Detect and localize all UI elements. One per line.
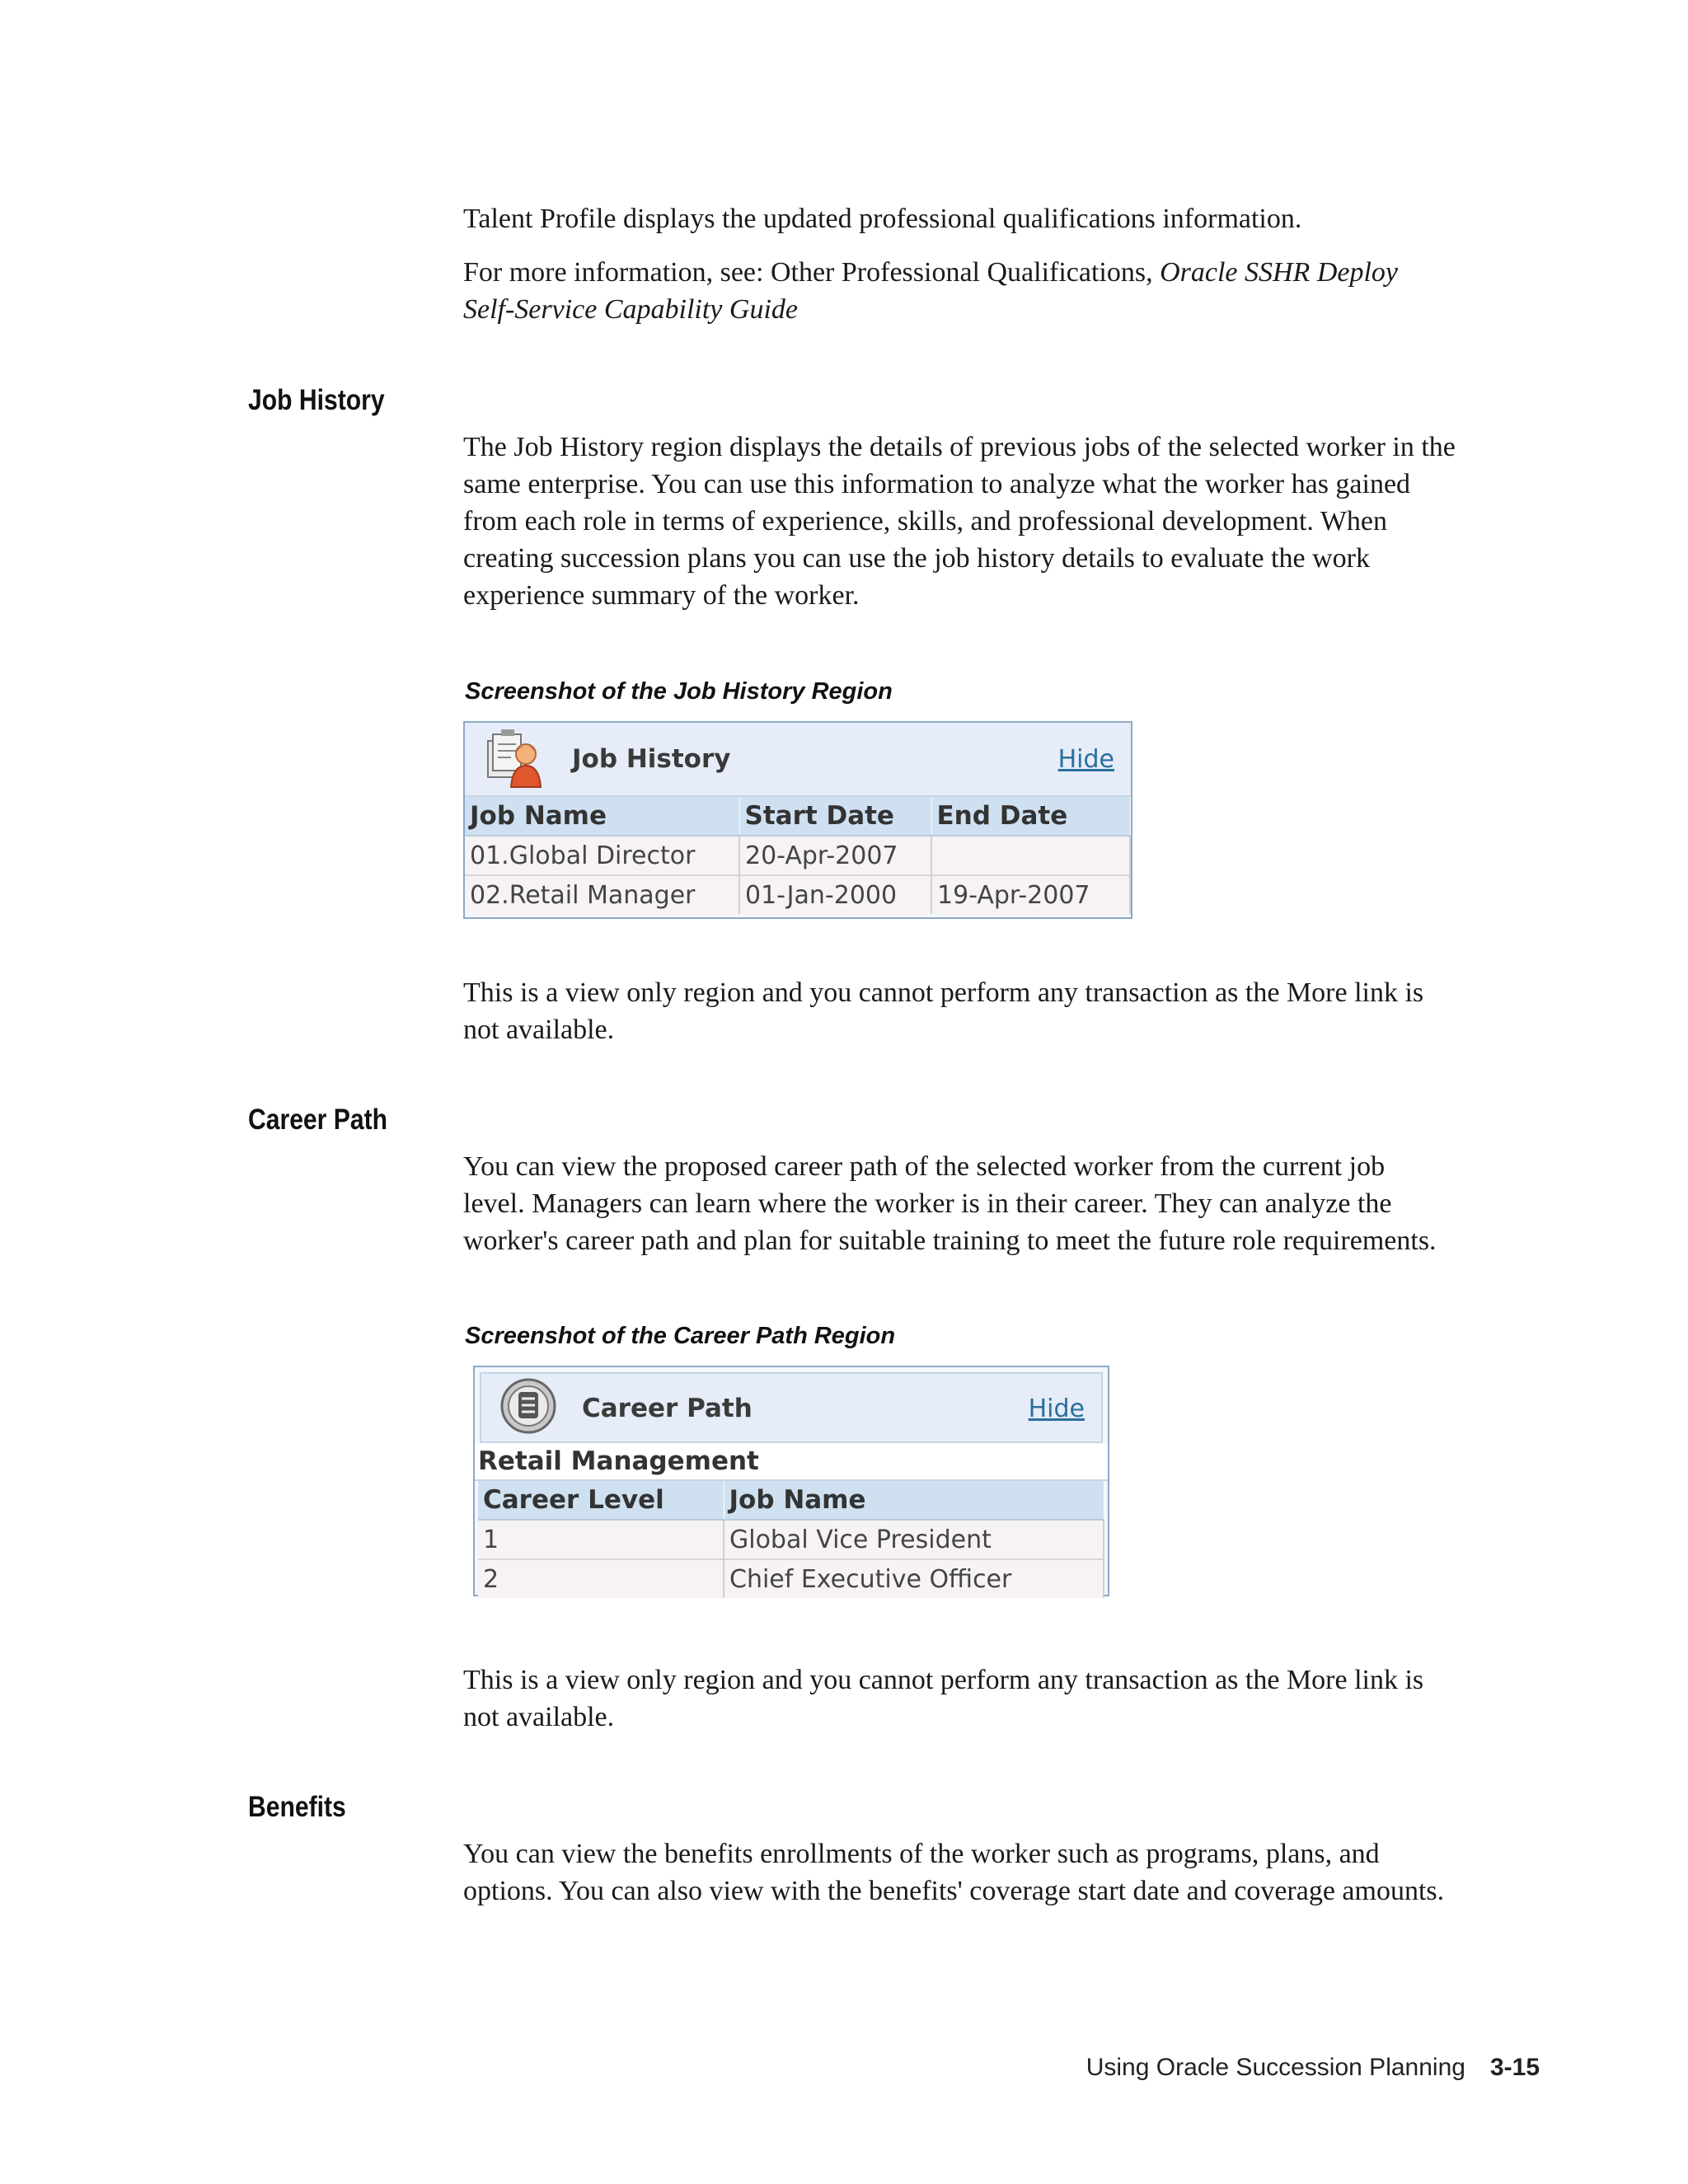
paragraph-line: You can view the proposed career path of the selected worker from the current job <box>463 1151 1386 1182</box>
column-header-job-name: Job Name <box>724 1481 1104 1520</box>
benefits-heading: Benefits <box>248 1791 346 1823</box>
benefits-paragraph <box>463 1835 1444 1910</box>
paragraph-line: level. Managers can learn where the worker is in their career. They can analyze the <box>463 1188 1392 1219</box>
cell-job-name: Global Vice President <box>724 1520 1104 1559</box>
career-path-region <box>473 1366 1109 1596</box>
job-history-paragraph <box>463 429 1456 614</box>
career-path-paragraph <box>463 1148 1437 1259</box>
career-path-table-wrap <box>475 1481 1108 1598</box>
career-path-caption: Screenshot of the Career Path Region <box>465 1323 896 1349</box>
page-number: 3-15 <box>1489 2054 1540 2081</box>
career-path-region-title: Career Path <box>582 1394 753 1423</box>
cell-end-date <box>931 836 1130 875</box>
paragraph-line: experience summary of the worker. <box>463 580 860 611</box>
career-path-icon <box>498 1376 559 1436</box>
note-line: This is a view only region and you cannot perform any transaction as the More link is <box>463 1665 1424 1695</box>
table-row <box>465 836 1130 875</box>
column-header-career-level: Career Level <box>478 1481 724 1520</box>
intro-paragraph-1: Talent Profile displays the updated professional qualifications information. <box>463 204 1302 234</box>
note-line: This is a view only region and you cannot perform any transaction as the More link is <box>463 977 1424 1008</box>
career-path-region-header <box>480 1372 1103 1443</box>
table-row <box>478 1559 1104 1598</box>
paragraph-line: options. You can also view with the benefits' coverage start date and coverage amounts. <box>463 1876 1445 1906</box>
cell-start-date: 20-Apr-2007 <box>739 836 931 875</box>
cell-job-name: Chief Executive Officer <box>724 1559 1104 1598</box>
table-row <box>465 875 1130 914</box>
paragraph-line: You can view the benefits enrollments of the worker such as programs, plans, and <box>463 1839 1380 1869</box>
career-path-heading: Career Path <box>248 1104 387 1136</box>
job-history-heading: Job History <box>248 384 385 416</box>
table-header-row <box>478 1481 1104 1520</box>
column-header-job-name: Job Name <box>465 797 739 836</box>
job-history-caption: Screenshot of the Job History Region <box>465 678 893 705</box>
paragraph-line: The Job History region displays the details of previous jobs of the selected worker in the <box>463 432 1456 462</box>
job-history-region <box>463 721 1132 919</box>
cell-career-level: 2 <box>478 1559 724 1598</box>
column-header-start-date: Start Date <box>739 797 931 836</box>
career-path-hide-link[interactable]: Hide <box>1028 1394 1085 1423</box>
page-footer <box>1086 2054 1540 2082</box>
column-header-end-date: End Date <box>931 797 1130 836</box>
job-history-region-title: Job History <box>572 744 731 774</box>
note-line: not available. <box>463 1015 615 1045</box>
job-history-table <box>465 797 1131 914</box>
cell-start-date: 01-Jan-2000 <box>739 875 931 914</box>
intro-guide-title-1: Oracle SSHR Deploy <box>1160 257 1399 288</box>
intro-paragraph-2 <box>463 254 1398 328</box>
note-line: not available. <box>463 1702 615 1732</box>
job-history-hide-link[interactable]: Hide <box>1057 745 1114 774</box>
job-history-note <box>463 974 1423 1048</box>
intro-reference-text: For more information, see: Other Professional Qualifications, <box>463 257 1160 288</box>
job-history-icon <box>483 726 549 792</box>
paragraph-line: same enterprise. You can use this information to analyze what the worker has gained <box>463 469 1411 499</box>
table-row <box>478 1520 1104 1559</box>
cell-career-level: 1 <box>478 1520 724 1559</box>
cell-end-date: 19-Apr-2007 <box>931 875 1130 914</box>
job-history-region-header <box>465 723 1131 797</box>
career-path-note <box>463 1661 1423 1736</box>
career-path-subheading: Retail Management <box>475 1443 1108 1481</box>
paragraph-line: worker's career path and plan for suitable training to meet the future role requirements. <box>463 1226 1437 1256</box>
career-path-table <box>478 1481 1104 1598</box>
footer-title: Using Oracle Succession Planning <box>1085 2054 1465 2081</box>
paragraph-line: from each role in terms of experience, skills, and professional development. When <box>463 506 1388 537</box>
cell-job-name: 01.Global Director <box>465 836 739 875</box>
cell-job-name: 02.Retail Manager <box>465 875 739 914</box>
table-header-row <box>465 797 1130 836</box>
paragraph-line: creating succession plans you can use the job history details to evaluate the work <box>463 543 1370 574</box>
intro-guide-title-2: Self-Service Capability Guide <box>463 294 798 325</box>
